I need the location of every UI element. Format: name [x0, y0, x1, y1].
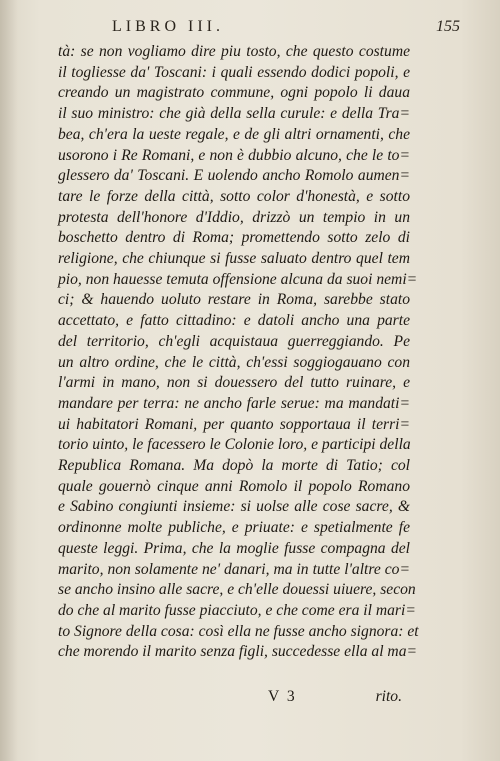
signature-mark: V 3: [268, 688, 297, 705]
text-line: del territorio, ch'egli acquistaua guerreggiando. Pe: [58, 332, 410, 350]
text-line: ci; & hauendo uoluto restare in Roma, sarebbe stato: [58, 291, 410, 309]
text-line: il suo ministro: che già della sella curule: e della Tra=: [58, 105, 410, 123]
text-line: ui habitatori Romani, per quanto sopportaua il terri=: [58, 415, 410, 433]
text-line: creando un magistrato commune, ogni popolo li daua: [58, 84, 410, 102]
page-header: [60, 18, 460, 42]
folio-number: 155: [436, 18, 460, 35]
text-line: protesta dell'honore d'Iddio, drizzò un tempio in un: [58, 208, 410, 226]
text-line: boschetto dentro di Roma; promettendo sotto zelo di: [58, 229, 410, 247]
text-line: ordinonne molte publiche, e priuate: e spetialmente fe: [58, 519, 410, 537]
text-line: e Sabino congiunti insieme: si uolse alle cose sacre, &: [58, 498, 410, 516]
text-line: accettato, e fatto cittadino: e datoli ancho una parte: [58, 312, 410, 330]
text-line: quale gouernò cinque anni Romolo il popolo Romano: [58, 477, 410, 495]
text-line: pio, non hauesse temuta offensione alcuna da suoi nemi=: [58, 270, 418, 288]
text-line: usorono i Re Romani, e non è dubbio alcuno, che le to=: [58, 146, 410, 164]
body-text: [58, 42, 419, 663]
text-line: un altro ordine, che le città, ch'essi soggiogauano con: [58, 353, 410, 371]
text-line: Republica Romana. Ma dopò la morte di Tatio; col: [58, 457, 410, 475]
text-line: religione, che chiunque si fusse saluato dentro quel tem: [58, 250, 410, 268]
text-line: marito, non solamente ne' danari, ma in tutte l'altre co=: [58, 560, 410, 578]
page-footer: [58, 688, 410, 710]
text-line: tà: se non vogliamo dire piu tosto, che questo costume: [58, 43, 410, 60]
text-line: tare le forze della città, sotto color d'honestà, e sotto: [58, 187, 410, 205]
running-head: LIBRO III.: [112, 18, 224, 35]
catchword: rito.: [375, 688, 402, 705]
text-line: bea, ch'era la ueste regale, e de gli altri ornamenti, che: [58, 125, 410, 143]
text-line: che morendo il marito senza figli, succedesse ella al ma=: [58, 643, 418, 661]
text-line: queste leggi. Prima, che la moglie fusse compagna del: [58, 539, 410, 557]
text-line: il togliesse da' Toscani: i quali essendo dodici popoli, e: [58, 63, 410, 81]
text-line: torio uinto, le facessero le Colonie loro, e participi della: [58, 436, 411, 454]
text-line: glessero da' Toscani. E uolendo ancho Romolo aumen=: [58, 167, 410, 185]
text-line: mandare per terra: ne ancho farle serue: ma mandati=: [58, 394, 410, 412]
page-gutter-shadow: [0, 0, 18, 761]
text-line: se ancho insino alle sacre, e ch'elle douessi uiuere, secon: [58, 581, 416, 599]
text-line: to Signore della cosa: così ella ne fusse ancho signora: et: [58, 622, 419, 640]
text-line: l'armi in mano, non si douessero del tutto ruinare, e: [58, 374, 410, 392]
text-line: do che al marito fusse piacciuto, e che come era il mari=: [58, 601, 416, 619]
